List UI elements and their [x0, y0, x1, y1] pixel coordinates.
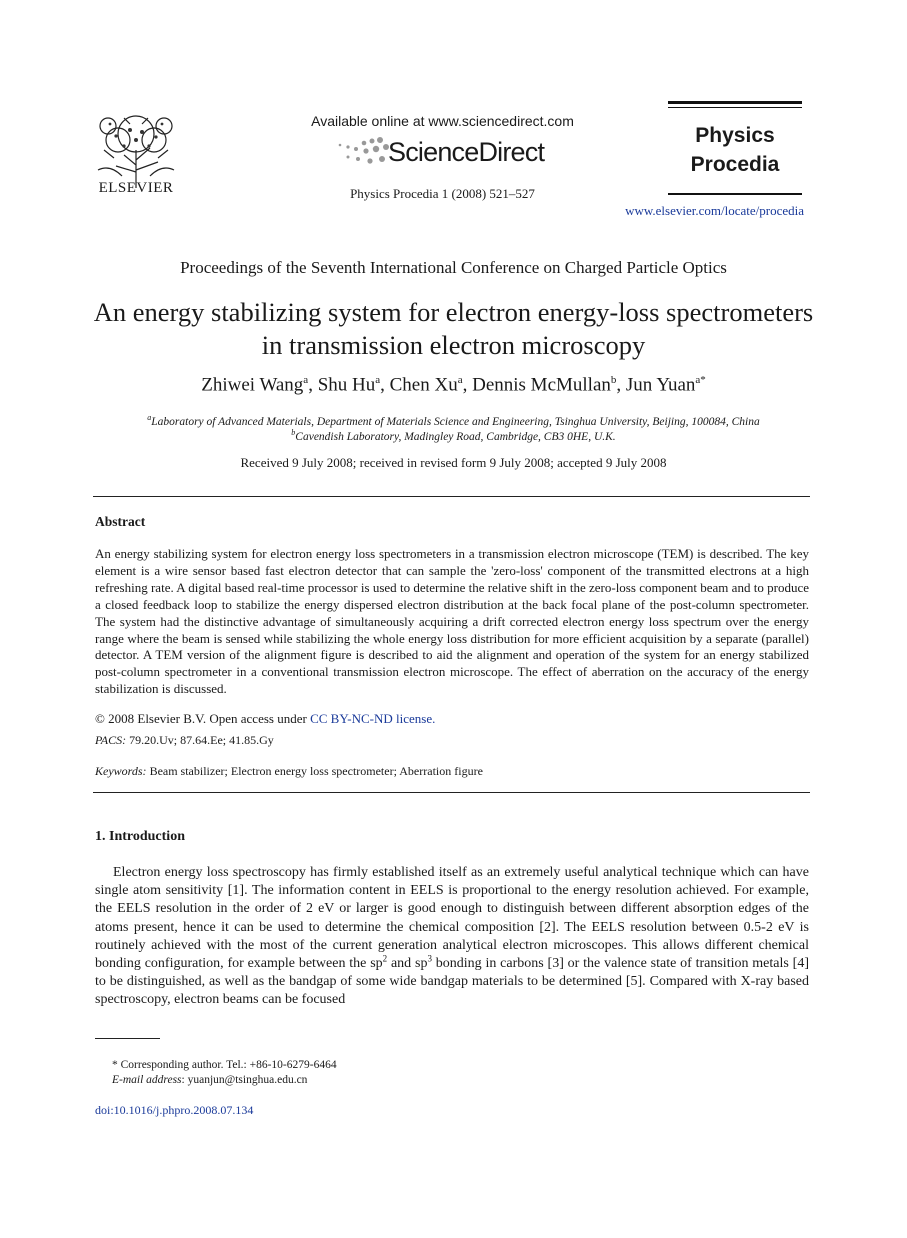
keywords-values: Beam stabilizer; Electron energy loss spectrometer; Aberration figure	[149, 764, 483, 778]
intro-text-part: bonding in carbons [3] or the valence state of transition metals [4] to be distinguished, as well as the bandgap of some wide bandgap materials to be determined [5]. Compared with X-ray based spectroscopy, electron beams can be focused	[95, 956, 809, 1008]
author-affil-mark: a	[457, 374, 463, 386]
journal-logo-line1: Physics	[695, 124, 775, 147]
affiliation-text: Laboratory of Advanced Materials, Department of Materials Science and Engineering, Tsinghua University, Beijing, 100084, China	[151, 415, 760, 428]
journal-homepage-link[interactable]: www.elsevier.com/locate/procedia	[625, 203, 804, 218]
license-line	[95, 711, 435, 727]
doi-link[interactable]: doi:10.1016/j.phpro.2008.07.134	[95, 1103, 254, 1117]
footnote-rule	[95, 1038, 160, 1039]
paper-title	[60, 296, 847, 362]
introduction-text	[95, 864, 809, 1010]
section-heading: 1. Introduction	[95, 829, 185, 844]
sciencedirect-dots-icon	[336, 135, 392, 169]
affiliation-text: Cavendish Laboratory, Madingley Road, Cambridge, CB3 0HE, U.K.	[295, 430, 616, 443]
intro-text-part: Electron energy loss spectroscopy has firmly established itself as an extremely useful analytical technique which can have single atom sensitivity [1]. The information content in EELS is proportional to the energy resolution achieved. For example, the EELS resolution in the order of 2 eV or larger is good enough to distinguish between different absorption edges of the atoms present, hence it can be used to determine the chemical composition [2]. The EELS resolution between 0.5-2 eV is routinely achieved with the most of the current generation analytical electron microscopes. This allows different chemical bonding configuration, for example between the sp	[95, 865, 809, 972]
affiliation-mark: a	[147, 413, 152, 422]
affiliation	[60, 428, 847, 443]
divider	[93, 792, 810, 793]
keywords-label: Keywords:	[95, 764, 147, 778]
author-name: Zhiwei Wang	[201, 374, 304, 396]
received-dates: Received 9 July 2008; received in revised form 9 July 2008; accepted 9 July 2008	[240, 455, 667, 470]
author-affil-mark: a	[303, 374, 309, 386]
email-note	[112, 1074, 307, 1086]
superscript: 2	[382, 953, 388, 964]
author-name: Shu Hu	[317, 374, 376, 396]
journal-citation: Physics Procedia 1 (2008) 521–527	[350, 186, 535, 201]
author-name: Jun Yuan	[625, 374, 696, 396]
author-affil-mark: b	[610, 374, 617, 386]
publisher-name: ELSEVIER	[98, 180, 174, 196]
paper-title-line1: An energy stabilizing system for electron energy-loss spectrometers	[93, 297, 814, 327]
divider	[93, 496, 810, 497]
sciencedirect-wordmark: ScienceDirect	[388, 137, 545, 167]
author-affil-mark: a	[375, 374, 381, 386]
superscript: 3	[427, 953, 432, 964]
license-link[interactable]: CC BY-NC-ND license.	[310, 711, 436, 726]
intro-text-part: and sp	[387, 956, 428, 972]
pacs-line	[95, 733, 274, 748]
copyright-text: © 2008 Elsevier B.V. Open access under	[95, 711, 307, 726]
author-list: Zhiwei Wang$^a$, Shu Hu$^a$, Chen Xu$^a$, Dennis McMullan$^b$, Jun Yuan$^{a*}$	[201, 374, 706, 396]
abstract-text: An energy stabilizing system for electron energy loss spectrometers in a transmission electron microscope (TEM) is described. The key element is a wire sensor based fast electron detector that can sample the 'zero-loss' component of the transmitted electrons at a high refreshing rate. A digital based real-time processor is used to determine the relative shift in the zero-loss component beam and to produce a closed feedback loop to stabilize the energy dispersed electron distribution at the back focal plane of the post-column spectrometer. The system had the distinctive advantage of simultaneously acquiring a drift corrected electron energy loss spectrum over the energy range where the beam is sensed while stabilizing the whole energy loss distribution for more efficient acquisition by a separate (parallel) detector. A TEM version of the alignment figure is described to aid the alignment and operation of the system for an energy stabilized post-column spectrometer in a conventional transmission electron microscope. The effect of aberration on the accuracy of the energy stabilization is discussed.	[95, 546, 809, 697]
journal-logo-line2: Procedia	[690, 153, 780, 176]
email-label: E-mail address	[112, 1074, 182, 1086]
author-name: Dennis McMullan	[472, 374, 611, 396]
author-name: Chen Xu	[389, 374, 458, 396]
conference-name: Proceedings of the Seventh International Conference on Charged Particle Optics	[180, 258, 727, 277]
affiliation-mark: b	[291, 428, 296, 437]
email-value: : yuanjun@tsinghua.edu.cn	[181, 1074, 308, 1086]
available-online-text: Available online at www.sciencedirect.com	[311, 113, 574, 129]
journal-logo	[668, 101, 802, 196]
paper-title-line2: in transmission electron microscopy	[261, 330, 646, 360]
affiliation	[60, 413, 847, 428]
corresponding-author-note: * Corresponding author. Tel.: +86-10-6279-6464	[112, 1059, 337, 1071]
author-affil-mark: a*	[695, 374, 706, 386]
pacs-label: PACS:	[95, 733, 127, 747]
pacs-values: 79.20.Uv; 87.64.Ee; 41.85.Gy	[129, 733, 274, 747]
keywords-line	[95, 764, 483, 779]
abstract-heading: Abstract	[95, 514, 146, 529]
